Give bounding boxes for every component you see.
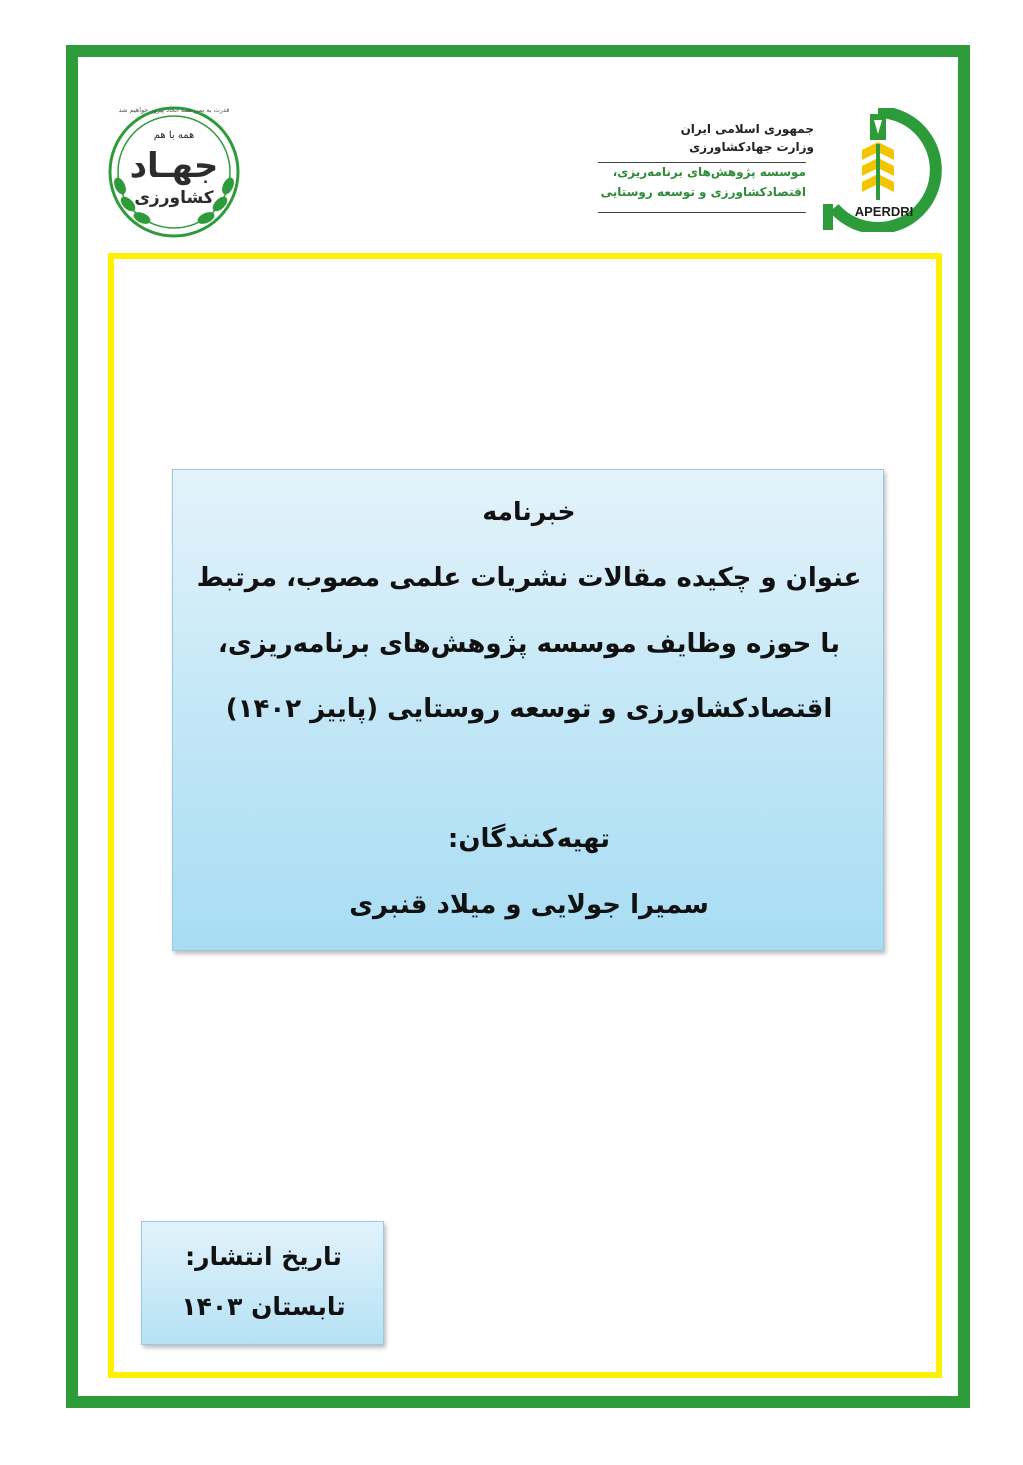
seal-arc-text: قدرت به یمن همه اتحاد پیروز خواهیم شد (118, 106, 230, 114)
newsletter-title-box (172, 469, 884, 951)
title-line-3: اقتصادکشاورزی و توسعه روستایی (پاییز ۱۴۰۲) (225, 694, 833, 724)
government-header (681, 120, 814, 156)
institute-name (598, 162, 806, 202)
institute-bottom-divider (598, 212, 806, 213)
title-line-2: با حوزه وظایف موسسه پژوهش‌های برنامه‌ریزی، (218, 629, 840, 659)
publication-date-box (141, 1221, 384, 1345)
gov-line-ministry: وزارت جهادکشاورزی (689, 140, 814, 154)
publication-date-label: تاریخ انتشار: (185, 1242, 342, 1271)
publication-date-value: تابستان ۱۴۰۳ (181, 1292, 346, 1321)
jahad-keshavarzi-seal-logo (106, 104, 242, 240)
institute-line-2: اقتصادکشاورزی و توسعه روستایی (600, 185, 806, 199)
prepared-by-label: تهیه‌کنندگان: (447, 824, 611, 854)
seal-word-jahad: جهـاد (129, 146, 219, 186)
authors-names: سمیرا جولایی و میلاد قنبری (349, 890, 709, 920)
title-line-1: عنوان و چکیده مقالات نشریات علمی مصوب، مرتبط (196, 563, 862, 593)
aperdri-label: APERDRI (854, 204, 914, 219)
seal-top-text: همه با هم (153, 130, 195, 141)
institute-line-1: موسسه پژوهش‌های برنامه‌ریزی، (612, 165, 806, 179)
gov-line-republic: جمهوری اسلامی ایران (680, 122, 814, 136)
seal-word-keshavarzi: کشاورزی (134, 188, 214, 208)
newsletter-heading: خبرنامه (482, 497, 576, 526)
